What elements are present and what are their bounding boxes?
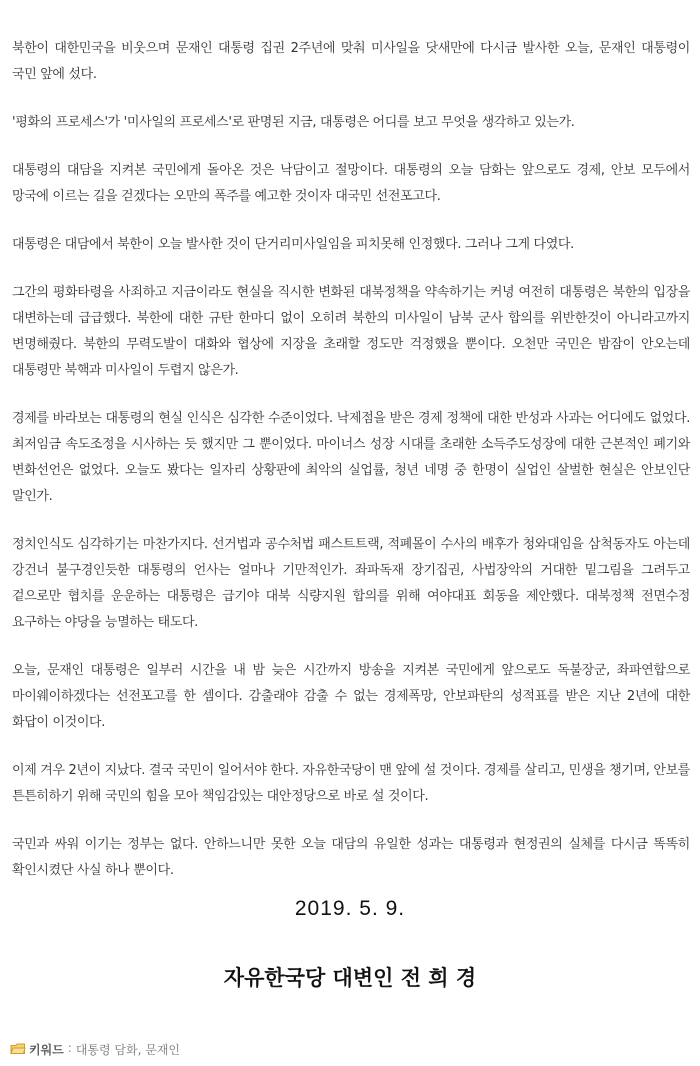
article-paragraph: 경제를 바라보는 대통령의 현실 인식은 심각한 수준이었다. 낙제점을 받은 경제 정책에 대한 반성과 사과는 어디에도 없었다. 최저임금 속도조정을 시사하는 듯 했지만 그 뿐이었다. 마이너스 성장 시대를 초래한 소득주도성장에 대한 근본적인 폐기와 변화선언은 없었다. 오늘도 봤다는 일자리 상황판에 최악의 실업률, 청년 네명 중 한명이 실업인 살벌한 현실은 안보인단 말인가. <box>12 411 690 504</box>
article-paragraph: 오늘, 문재인 대통령은 일부러 시간을 내 밤 늦은 시간까지 방송을 지켜본 국민에게 앞으로도 독불장군, 좌파연합으로 마이웨이하겠다는 선전포고를 한 셈이다. 감출래야 감출 수 없는 경제폭망, 안보파탄의 성적표를 받은 지난 2년에 대한 화답이 이것이다. <box>12 663 690 730</box>
keywords-separator: : <box>67 1041 72 1055</box>
article-paragraph: 국민과 싸워 이기는 정부는 없다. 안하느니만 못한 오늘 대담의 유일한 성과는 대통령과 현정권의 실체를 다시금 똑똑히 확인시켰단 사실 하나 뿐이다. <box>12 837 690 878</box>
keywords-row <box>0 1032 700 1066</box>
release-date: 2019. 5. 9. <box>294 897 406 920</box>
article-paragraph: 그간의 평화타령을 사죄하고 지금이라도 현실을 직시한 변화된 대북정책을 약속하기는 커녕 여전히 대통령은 북한의 입장을 대변하는데 급급했다. 북한에 대한 규탄 한마디 없이 오히려 북한의 미사일이 남북 군사 합의를 위반한것이 아니라고까지 변명해줬다. 북한의 무력도발이 대화와 협상에 지장을 초래할 정도만 걱정했을 뿐이다. 오천만 국민은 밤잠이 안오는데 대통령만 북핵과 미사일이 두렵지 않은가. <box>12 285 690 378</box>
article-paragraph: 이제 겨우 2년이 지났다. 결국 국민이 일어서야 한다. 자유한국당이 맨 앞에 설 것이다. 경제를 살리고, 민생을 챙기며, 안보를 튼튼히하기 위해 국민의 힘을 모아 책임감있는 대안정당으로 바로 설 것이다. <box>12 763 690 804</box>
article-paragraph: 북한이 대한민국을 비웃으며 문재인 대통령 집권 2주년에 맞춰 미사일을 닷새만에 다시금 발사한 오늘, 문재인 대통령이 국민 앞에 섰다. <box>12 41 690 82</box>
press-release-body <box>12 36 690 906</box>
spokesperson-signature: 자유한국당 대변인 전 희 경 <box>223 966 477 990</box>
tag-icon <box>10 1042 26 1055</box>
article-paragraph: 대통령의 대담을 지켜본 국민에게 돌아온 것은 낙담이고 절망이다. 대통령의 오늘 담화는 앞으로도 경제, 안보 모두에서 망국에 이르는 길을 걷겠다는 오만의 폭주를 예고한 것이자 대국민 선전포고다. <box>12 163 690 204</box>
article-paragraph: 대통령은 대담에서 북한이 오늘 발사한 것이 단거리미사일임을 피치못해 인정했다. 그러나 그게 다였다. <box>12 237 574 252</box>
article-paragraph: 정치인식도 심각하기는 마찬가지다. 선거법과 공수처법 패스트트랙, 적폐몰이 수사의 배후가 청와대임을 삼척동자도 아는데 강건너 불구경인듯한 대통령의 언사는 얼마나 기만적인가. 좌파독재 장기집권, 사법장악의 거대한 밑그림을 그려두고 겉으로만 협치를 운운하는 대통령은 급기야 대북 식량지원 합의를 위해 여야대표 회동을 제안했다. 대북정책 전면수정 요구하는 야당을 능멸하는 태도다. <box>12 537 690 630</box>
keywords-label: 키워드 <box>29 1043 64 1057</box>
keywords-values: 대통령 담화, 문재인 <box>75 1043 181 1057</box>
article-paragraph: '평화의 프로세스'가 '미사일의 프로세스'로 판명된 지금, 대통령은 어디를 보고 무엇을 생각하고 있는가. <box>12 115 575 130</box>
